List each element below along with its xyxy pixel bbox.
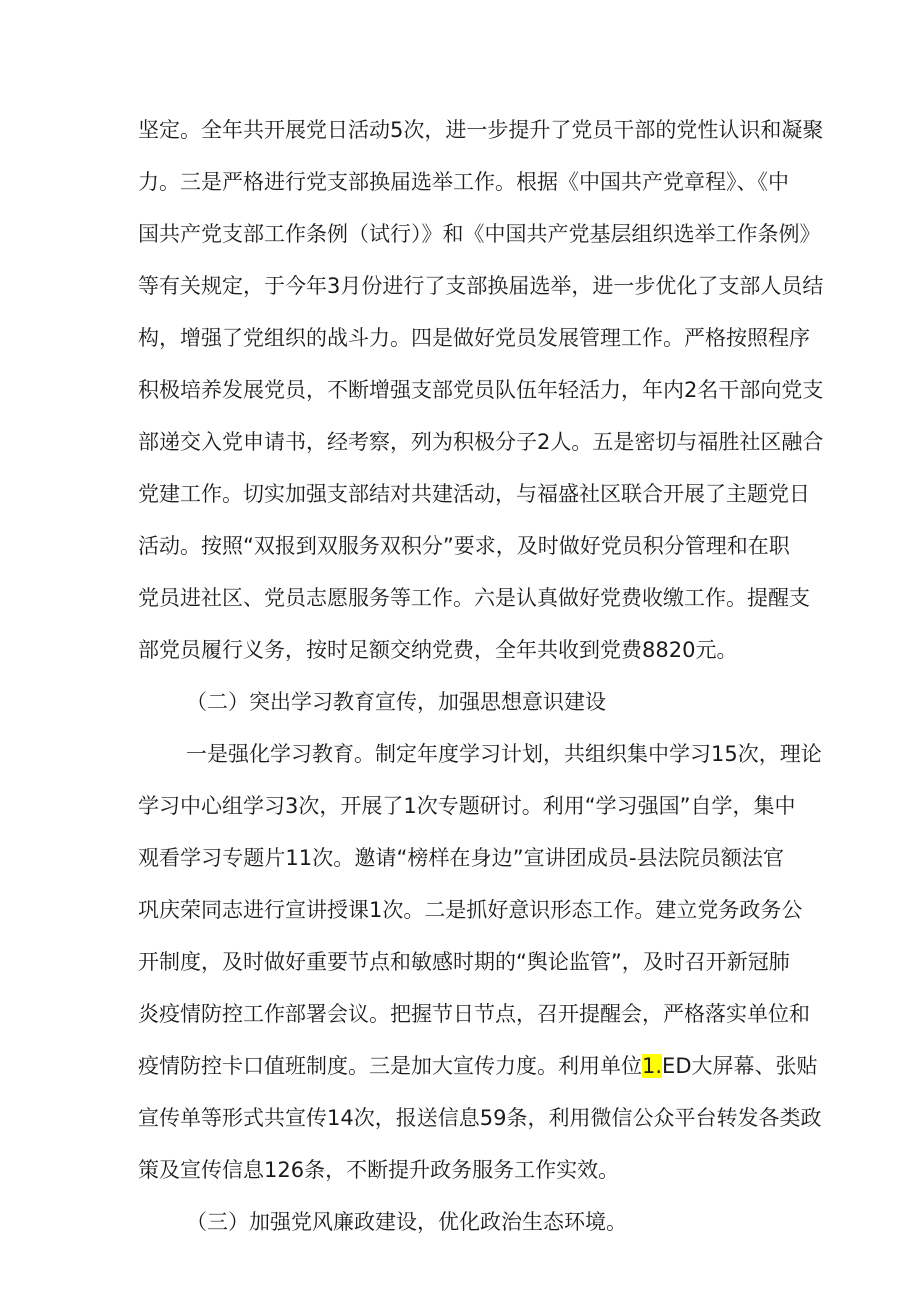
line-text: 疫情防控卡口值班制度。三是加大宣传力度。利用单位 [138,1054,642,1078]
paragraph-line: 开制度，及时做好重要节点和敏感时期的“舆论监管”，及时召开新冠肺 [138,950,790,974]
paragraph-line: 策及宣传信息126条，不断提升政务服务工作实效。 [138,1158,620,1182]
paragraph-line: 党员进社区、党员志愿服务等工作。六是认真做好党费收缴工作。提醒支 [138,586,810,610]
paragraph-line: 炎疫情防控工作部署会议。把握节日节点，召开提醒会，严格落实单位和 [138,1002,810,1026]
paragraph-line: 宣传单等形式共宣传14次，报送信息59条，利用微信公众平台转发各类政 [138,1106,822,1130]
paragraph-line: 部党员履行义务，按时足额交纳党费，全年共收到党费8820元。 [138,638,738,662]
paragraph-line: 党建工作。切实加强支部结对共建活动，与福盛社区联合开展了主题党日 [138,482,810,506]
paragraph-line: 部递交入党申请书，经考察，列为积极分子2人。五是密切与福胜社区融合 [138,430,824,454]
paragraph-line: 活动。按照“双报到双服务双积分”要求，及时做好党员积分管理和在职 [138,534,790,558]
paragraph-line: 观看学习专题片11次。邀请“榜样在身边”宣讲团成员-县法院员额法官 [138,846,784,870]
paragraph-line: 积极培养发展党员，不断增强支部党员队伍年轻活力，年内2名干部向党支 [138,378,824,402]
section-heading: （二）突出学习教育宣传，加强思想意识建设 [186,690,606,714]
paragraph-line: 等有关规定，于今年3月份进行了支部换届选举，进一步优化了支部人员结 [138,274,824,298]
section-heading: （三）加强党风廉政建设，优化政治生态环境。 [186,1210,627,1234]
paragraph-line: 巩庆荣同志进行宣讲授课1次。二是抓好意识形态工作。建立党务政务公 [138,898,803,922]
paragraph-line: 构，增强了党组织的战斗力。四是做好党员发展管理工作。严格按照程序 [138,326,810,350]
paragraph-line: 学习中心组学习3次，开展了1次专题研讨。利用“学习强国”自学，集中 [138,794,796,818]
paragraph-line: 坚定。全年共开展党日活动5次，进一步提升了党员干部的党性认识和凝聚 [138,118,824,142]
highlight-mark: 1. [642,1054,663,1078]
paragraph-line: 力。三是严格进行党支部换届选举工作。根据《中国共产党章程》、《中 [138,170,789,194]
paragraph-line: 国共产党支部工作条例（试行）》和《中国共产党基层组织选举工作条例》 [138,222,821,246]
paragraph-line-highlighted [138,1044,818,1088]
paragraph-line: 一是强化学习教育。制定年度学习计划，共组织集中学习15次，理论 [186,742,822,766]
line-text: ED大屏幕、张贴 [662,1054,818,1078]
